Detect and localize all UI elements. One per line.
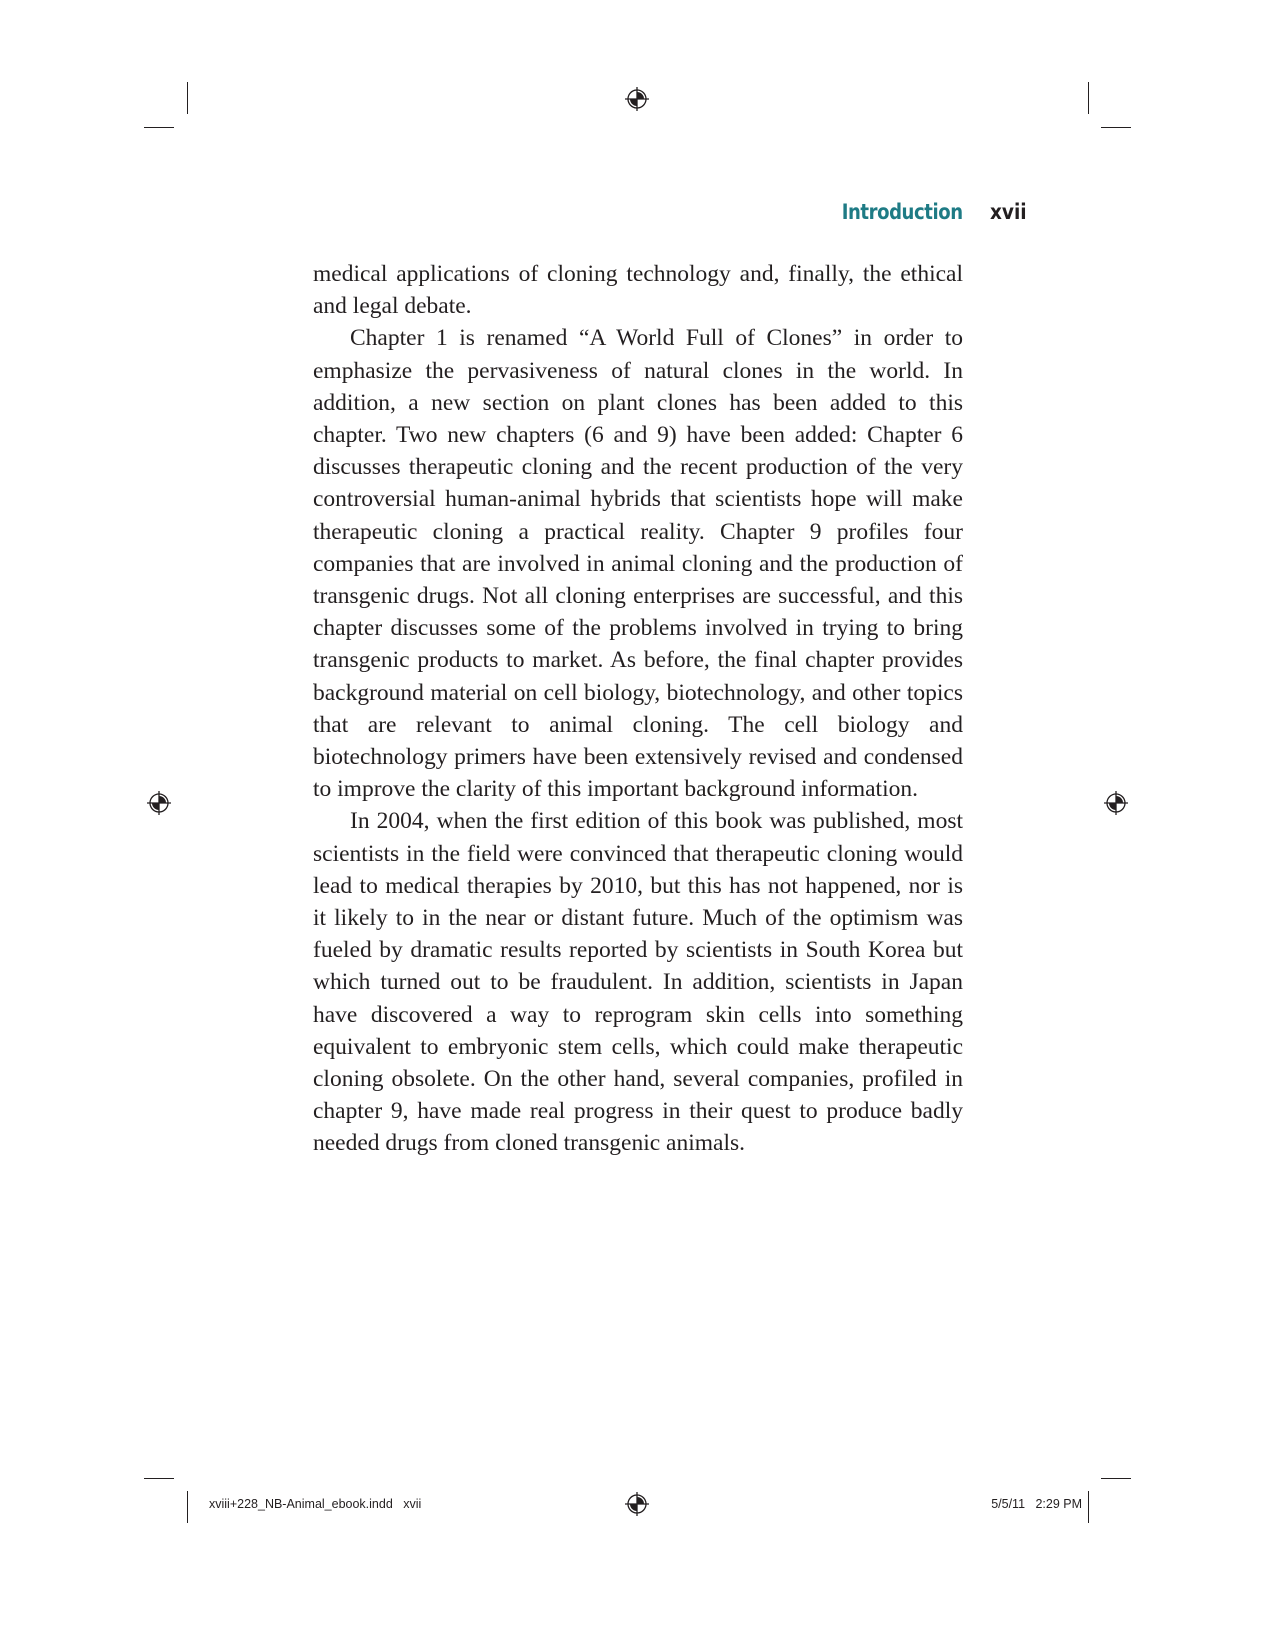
paragraph: In 2004, when the first edition of this book was published, most scientists in the field were convinced that therapeutic cloning would lead to medical therapies by 2010, but this has not happened, nor is it likely to in the near or distant future. Much of the optimism was fueled by dramatic results reported by scientists in South Korea but which turned out to be fraudulent. In addition, scientists in Japan have discovered a way to reprogram skin cells into something equivalent to embryonic stem cells, which could make therapeutic cloning obsolete. On the other hand, several companies, profiled in chapter 9, have made real progress in their quest to produce badly needed drugs from cloned transgenic animals. <box>313 808 963 1157</box>
registration-target-icon <box>623 1490 651 1518</box>
crop-mark-top-right-horizontal <box>1101 127 1131 128</box>
paragraph: Chapter 1 is renamed “A World Full of Clones” in order to emphasize the pervasiveness of natural clones in the world. In addition, a new section on plant clones has been added to this chapter. Two new chapters (6 and 9) have been added: Chapter 6 discusses therapeutic cloning and the recent production of the very controversial human-animal hybrids that scientists hope will make therapeutic cloning a practical reality. Chapter 9 profiles four companies that are involved in animal cloning and the production of transgenic drugs. Not all cloning enterprises are successful, and this chapter discusses some of the problems involved in trying to bring transgenic products to market. As before, the final chapter provides background material on cell biology, biotechnology, and other topics that are relevant to animal cloning. The cell biology and biotechnology primers have been extensively revised and condensed to improve the clarity of this important background information. <box>313 325 963 803</box>
crop-mark-bottom-right-horizontal <box>1101 1478 1131 1479</box>
body-text <box>313 258 963 1160</box>
paragraph: medical applications of cloning technology and, finally, the ethical and legal debate. <box>313 261 963 320</box>
slug-date-time: 5/5/11 2:29 PM <box>991 1497 1082 1511</box>
crop-mark-bottom-left-horizontal <box>144 1478 174 1479</box>
running-head <box>800 197 1029 227</box>
page-number: xvii <box>990 200 1027 224</box>
crop-mark-top-right-vertical <box>1088 82 1089 114</box>
registration-target-icon <box>145 789 173 817</box>
crop-mark-top-left-vertical <box>187 82 188 114</box>
section-title: Introduction <box>842 200 963 224</box>
crop-mark-top-left-horizontal <box>144 127 174 128</box>
crop-mark-bottom-right-vertical <box>1088 1491 1089 1523</box>
crop-mark-bottom-left-vertical <box>187 1491 188 1523</box>
slug-file-info: xviii+228_NB-Animal_ebook.indd xvii <box>209 1497 422 1511</box>
registration-target-icon <box>1102 789 1130 817</box>
registration-target-icon <box>623 85 651 113</box>
